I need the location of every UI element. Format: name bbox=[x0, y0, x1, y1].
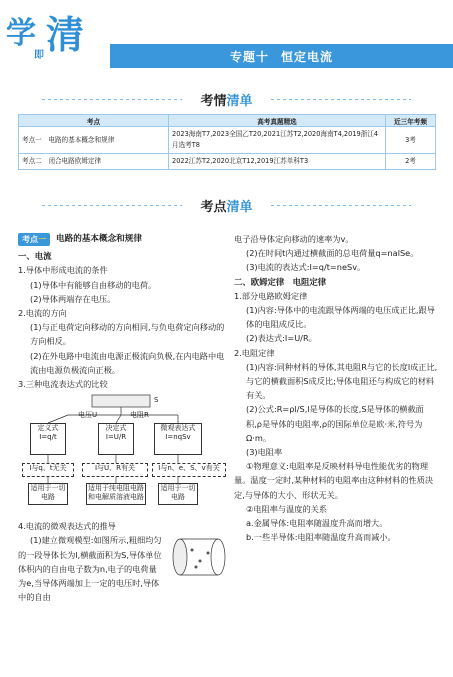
kaodian-heading: 考点清单 bbox=[0, 194, 453, 216]
table-header: 近三年考频 bbox=[386, 115, 436, 127]
logo-char-xue: 学 bbox=[6, 16, 36, 51]
page-header bbox=[0, 0, 453, 74]
table-row: 考点二 闭合电路欧姆定律 2022江苏T2,2020北京T12,2019江苏单科T3 2考 bbox=[19, 154, 436, 170]
current-formula-diagram: S 电压U 电阻R 定义式 I=q/t 决定式 I=U/R 微观表达式 I=nqSv I与q、t无关 I与U、R有关 I与n、e、S、v有关 适用于一切电路 适用于纯电阻电路和电解质溶液电路 适用于一切电路 bbox=[18, 391, 230, 519]
right-column: 电子沿导体定向移动的速率为v。 (2)在时间t内通过横截面的总电荷量q=nalSe。 (3)电流的表达式:I=q/t=neSv。 二、欧姆定律 电阻定律 1.部分电路欧姆定律 (1)内容:导体中的电流跟导体两端的电压成正比,跟导体的电阻成反比。 (2)表达式:I=U/R。 2.电阻定律 (1)内容:同种材料的导体,其电阻R与它的长度l成正比,与它的横截面积S成反比;导体电阻还与构成它的材料有关。 (2)公式:R=ρl/S,l是导体的长度,S是导体的横截面积,ρ是导体的电阻率,ρ的国际单位是欧·米,符号为Ω·m。 (3)电阻率 ①物理意义:电阻率是反映材料导电性能优劣的物理量。温度一定时,某种材料的电阻率由这种材料的性质决定,与导体的大小、形状无关。 ②电阻率与温度的关系 a.金属导体:电阻率随温度升高而增大。 b.一些半导体:电阻率随温度升高而减小。 bbox=[234, 234, 438, 543]
table-header: 考点 bbox=[19, 115, 169, 127]
conductor-cylinder-figure bbox=[170, 535, 230, 581]
logo-char-ji: 即 bbox=[34, 50, 44, 61]
topic-title: 电路的基本概念和规律 bbox=[56, 234, 142, 244]
topic-tag: 考点一 电路的基本概念和规律 bbox=[18, 232, 230, 246]
left-column: 考点一 电路的基本概念和规律 一、电流 1.导体中形成电流的条件 (1)导体中有能够自由移动的电荷。 (2)导体两端存在电压。 2.电流的方向 (1)与正电荷定向移动的方向相同,与负电荷定向移动的方向相反。 (2)在外电路中电流由电源正极流向负极,在内电路中电流由电源负极流向正极。 3.三种电流表达式的比较 S 电压U 电阻R 定义式 I=q/t 决定式 I=U/R 微观表达式 I=nqSv I与q、t无关 I与U、R有关 I与n、e、S、v有关 适用于一切电路 适用于纯电阻电路和电解质溶液电路 适用于一切电路 4.电流的微观表达式的推导 (1)建立微观模型:如图所示,粗细均匀的一段导体长为l,横截面积为S,导体单位体积内的自由电子数为n,电子的电荷量为e,当导体两端加上一定的电压时,导体中的自由 bbox=[18, 232, 230, 604]
chapter-title: 恒定电流 bbox=[281, 49, 334, 64]
table-row: 考点一 电路的基本概念和规律 2023海南T7,2023全国乙T20,2021江苏T2,2020海南T4,2019浙江4月选考T8 3考 bbox=[19, 127, 436, 154]
kaoqing-heading: 考情清单 bbox=[0, 88, 453, 110]
logo-char-qing: 清 bbox=[46, 12, 85, 57]
exam-frequency-table bbox=[18, 114, 436, 170]
table-header: 高考真题精选 bbox=[169, 115, 386, 127]
chapter-banner bbox=[110, 44, 453, 68]
chapter-number: 专题十 bbox=[229, 49, 269, 64]
